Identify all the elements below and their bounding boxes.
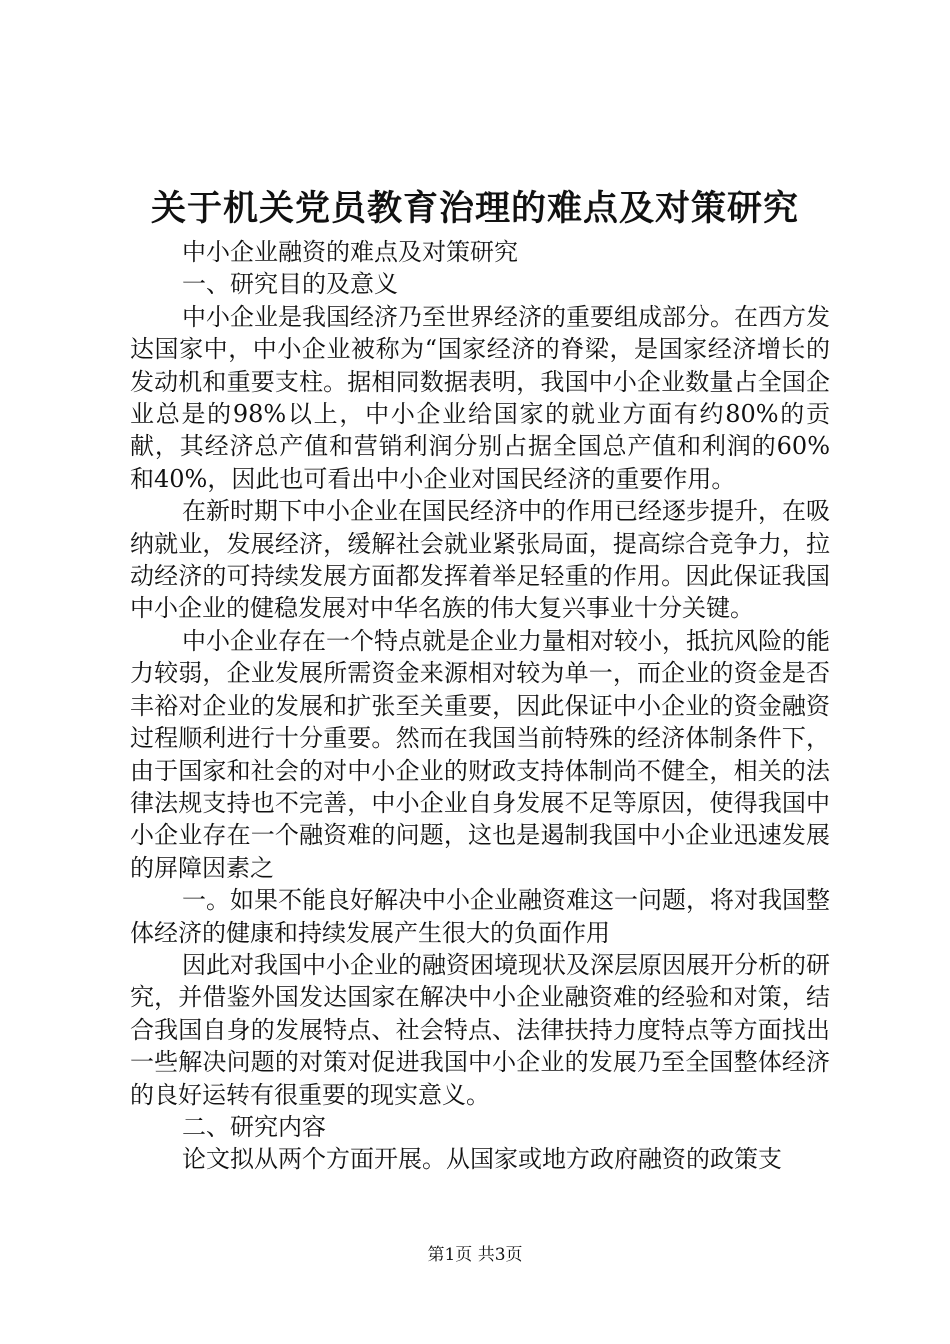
body-paragraph: 因此对我国中小企业的融资困境现状及深层原因展开分析的研究，并借鉴外国发达国家在解决中小企业融资难的经验和对策，结合我国自身的发展特点、社会特点、法律扶持力度特点等方面找出一些解决问题的对策对促进我国中小企业的发展乃至全国整体经济的良好运转有很重要的现实意义。: [130, 950, 830, 1109]
page-number-footer: 第1页 共3页: [427, 1245, 523, 1265]
subtitle-paragraph: 中小企业融资的难点及对策研究: [182, 238, 518, 266]
document-body: [130, 236, 830, 1176]
section-heading-content: 二、研究内容: [182, 1112, 326, 1141]
body-paragraph: 中小企业存在一个特点就是企业力量相对较小，抵抗风险的能力较弱，企业发展所需资金来源相对较为单一，而企业的资金是否丰裕对企业的发展和扩张至关重要，因此保证中小企业的资金融资过程顺利进行十分重要。然而在我国当前特殊的经济体制条件下，由于国家和社会的对中小企业的财政支持体制尚不健全，相关的法律法规支持也不完善，中小企业自身发展不足等原因，使得我国中小企业存在一个融资难的问题，这也是遏制我国中小企业迅速发展的屏障因素之: [130, 626, 830, 882]
body-paragraph: 一。如果不能良好解决中小企业融资难这一问题，将对我国整体经济的健康和持续发展产生很大的负面作用: [130, 886, 830, 947]
body-paragraph: 在新时期下中小企业在国民经济中的作用已经逐步提升，在吸纳就业，发展经济，缓解社会就业紧张局面，提高综合竞争力，拉动经济的可持续发展方面都发挥着举足轻重的作用。因此保证我国中小企业的健稳发展对中华名族的伟大复兴事业十分关键。: [130, 497, 830, 623]
document-title: 关于机关党员教育治理的难点及对策研究: [150, 188, 799, 229]
body-paragraph: 中小企业是我国经济乃至世界经济的重要组成部分。在西方发达国家中，中小企业被称为“国家经济的脊梁，是国家经济增长的发动机和重要支柱。据相同数据表明，我国中小企业数量占全国企业总是的98%以上，中小企业给国家的就业方面有约80%的贡献，其经济总产值和营销利润分别占据全国总产值和利润的60%和40%，因此也可看出中小企业对国民经济的重要作用。: [130, 302, 830, 493]
body-paragraph: 论文拟从两个方面开展。从国家或地方政府融资的政策支: [182, 1145, 782, 1174]
section-heading-purpose: 一、研究目的及意义: [182, 270, 398, 299]
